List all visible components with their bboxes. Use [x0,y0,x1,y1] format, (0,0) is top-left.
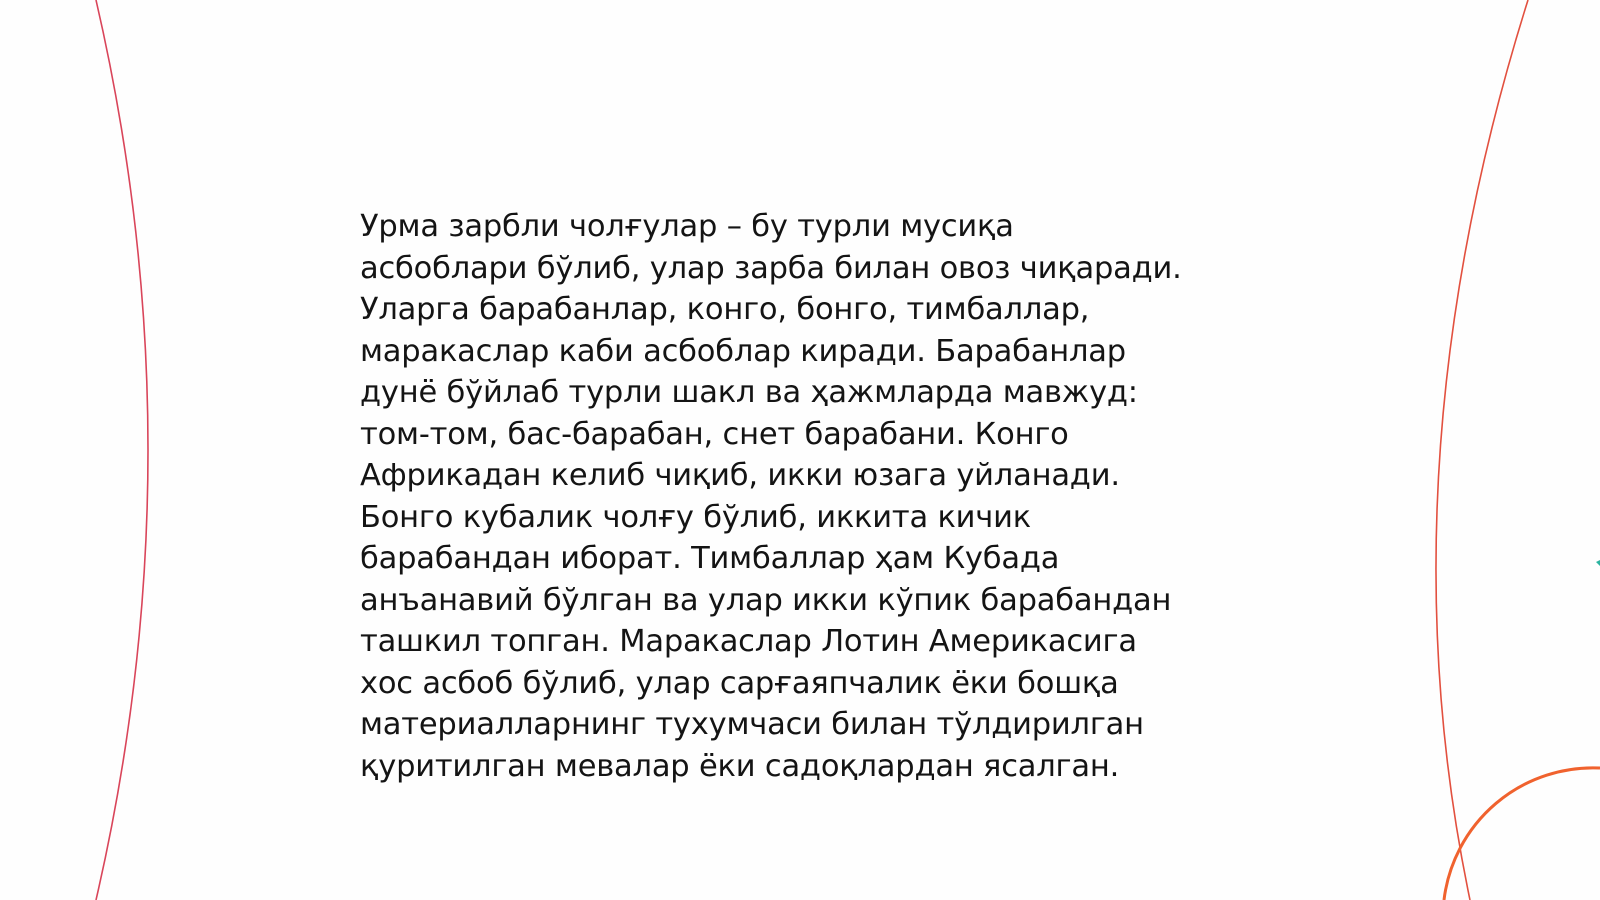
text-line: дунё бўйлаб турли шакл ва ҳажмларда мавжуд: [360,375,1138,410]
text-line: маракаслар каби асбоблар киради. Барабанлар [360,333,1126,369]
text-line: қуритилган мевалар ёки садоқлардан ясалган. [360,748,1120,784]
text-line: Африкадан келиб чиқиб, икки юзага уйланади. [360,458,1120,493]
text-line: асбоблари бўлиб, улар зарба билан овоз чиқаради. [360,250,1182,286]
text-line: том-том, бас-барабан, снет барабани. Конго [360,416,1069,452]
right-curve-line [1436,0,1528,900]
left-curve-line [96,0,148,900]
text-line: материалларнинг тухумчаси билан тўлдирилган [360,707,1144,742]
text-line: Уларга барабанлар, конго, бонго, тимбаллар, [360,292,1090,327]
orange-arc [1444,768,1600,900]
teal-accent-mark [1596,560,1600,566]
text-line: Бонго кубалик чолғу бўлиб, иккита кичик [360,499,1031,535]
text-line: Урма зарбли чолғулар – бу турли мусиқа [360,209,1014,244]
text-line: анъанавий бўлган ва улар икки кўпик барабандан [360,582,1172,618]
text-line: ташкил топган. Маракаслар Лотин Америкасига [360,624,1137,659]
text-line: хос асбоб бўлиб, улар сарғаяпчалик ёки бошқа [360,665,1119,701]
slide-body-text [360,206,1260,787]
text-line: барабандан иборат. Тимбаллар ҳам Кубада [360,541,1060,576]
